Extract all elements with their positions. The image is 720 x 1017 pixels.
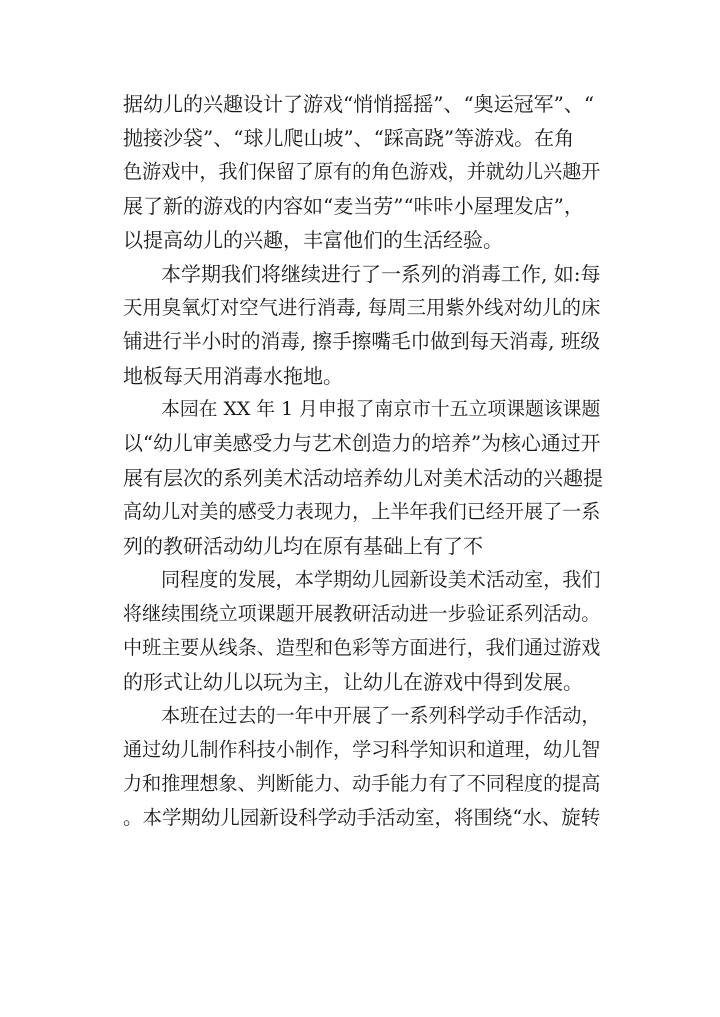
- text-line: 的形式让幼儿以玩为主，让幼儿在游戏中得到发展。: [123, 670, 583, 694]
- text-line: 高幼儿对美的感受力表现力，上半年我们已经开展了一系: [123, 500, 601, 523]
- text-line: 中班主要从线条、造型和色彩等方面进行，我们通过游戏: [123, 636, 601, 659]
- text-line: 本班在过去的一年中开展了一系列科学动手作活动，: [161, 704, 601, 727]
- text-line: 。本学期幼儿园新设科学动手活动室，将围绕“水、旋转: [123, 806, 601, 829]
- text-line: 力和推理想象、判断能力、动手能力有了不同程度的提高: [123, 772, 601, 795]
- text-line: 将继续围绕立项课题开展教研活动进一步验证系列活动。: [123, 602, 601, 625]
- text-line: 以“幼儿审美感受力与艺术创造力的培养”为核心通过开: [123, 432, 601, 455]
- text-line: 铺进行半小时的消毒, 擦手擦嘴毛巾做到每天消毒, 班级: [123, 330, 601, 353]
- text-line: 列的教研活动幼儿均在原有基础上有了不: [123, 534, 483, 558]
- text-line: 通过幼儿制作科技小制作，学习科学知识和道理，幼儿智: [123, 738, 601, 761]
- text-line: 以提高幼儿的兴趣，丰富他们的生活经验。: [123, 228, 503, 252]
- text-line: 同程度的发展，本学期幼儿园新设美术活动室，我们: [161, 568, 601, 591]
- text-line: 本学期我们将继续进行了一系列的消毒工作, 如:每: [161, 262, 601, 286]
- text-line: 展了新的游戏的内容如“麦当劳”“咔咔小屋理发店”，: [123, 194, 584, 218]
- document-body: [123, 87, 603, 835]
- text-line: 据幼儿的兴趣设计了游戏“悄悄摇摇”、“奥运冠军”、“: [123, 92, 595, 116]
- text-line: 抛接沙袋”、“球儿爬山坡”、“踩高跷”等游戏。在角: [123, 126, 575, 150]
- text-line: 色游戏中，我们保留了原有的角色游戏，并就幼儿兴趣开: [123, 160, 601, 183]
- text-line: 天用臭氧灯对空气进行消毒, 每周三用紫外线对幼儿的床: [123, 296, 601, 319]
- text-line: 展有层次的系列美术活动培养幼儿对美术活动的兴趣提: [123, 466, 603, 490]
- text-line: 地板每天用消毒水拖地。: [123, 364, 343, 388]
- text-line: 本园在 XX 年 1 月申报了南京市十五立项课题该课题: [161, 399, 601, 420]
